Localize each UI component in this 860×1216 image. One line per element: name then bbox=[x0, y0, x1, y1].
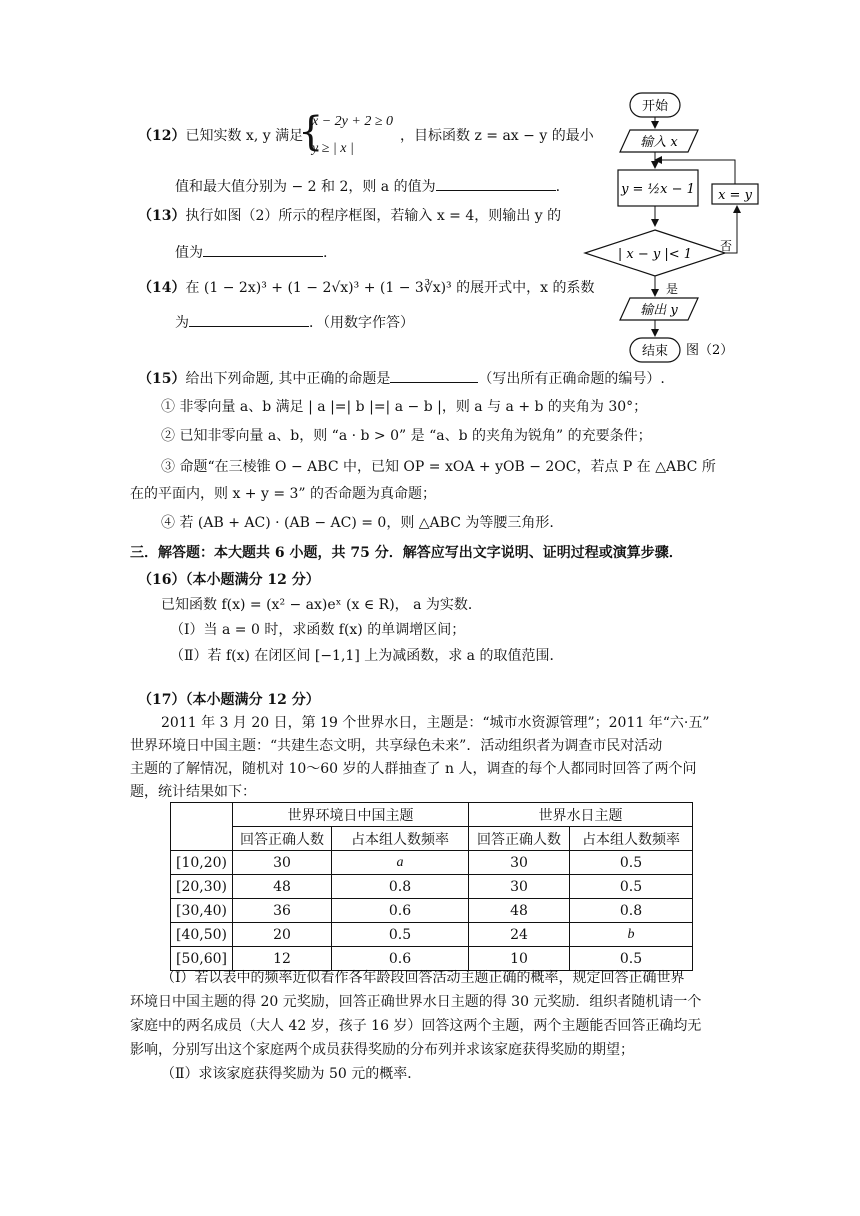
table-cell: 24 bbox=[469, 923, 570, 947]
table-subheader: 占本组人数频率 bbox=[570, 827, 693, 851]
q12-line1 bbox=[138, 126, 303, 146]
q13-answer-blank[interactable] bbox=[203, 242, 323, 257]
table-header-row-2 bbox=[171, 827, 693, 851]
q17-part-1d: 影响，分别写出这个家庭两个成员获得奖励的分布列并求该家庭获得奖励的期望； bbox=[130, 1042, 634, 1058]
flow-assign-x-label: x = y bbox=[718, 188, 752, 203]
q15-answer-blank[interactable] bbox=[390, 368, 478, 383]
table-cell: 36 bbox=[233, 899, 332, 923]
table-cell: a bbox=[332, 851, 469, 875]
table-subheader: 回答正确人数 bbox=[469, 827, 570, 851]
table-corner-cell bbox=[171, 803, 233, 851]
q16-part-2: （Ⅱ）若 f(x) 在闭区间 [−1,1] 上为减函数，求 a 的取值范围． bbox=[170, 648, 564, 664]
table-cell: 0.5 bbox=[570, 947, 693, 971]
q13-line1 bbox=[138, 206, 561, 226]
q17-part-1b: 环境日中国主题的得 20 元奖励，回答正确世界水日主题的得 30 元奖励．组织者随机请一个 bbox=[130, 994, 702, 1010]
flow-input-label: 输入 x bbox=[640, 135, 678, 150]
table-header-row-1 bbox=[171, 803, 693, 827]
q14-line2 bbox=[175, 312, 414, 333]
q15-proposition-3b: 在的平面内，则 x + y = 3” 的否命题为真命题； bbox=[130, 486, 437, 502]
q14-number: （14） bbox=[138, 280, 186, 296]
q15-text: 给出下列命题, 其中正确的命题是 bbox=[185, 371, 391, 387]
q13-line2-end: . bbox=[323, 245, 328, 261]
q14-line2-text: 为 bbox=[175, 315, 189, 331]
flow-no-label: 否 bbox=[720, 239, 733, 253]
q17-intro-3: 主题的了解情况，随机对 10～60 岁的人群抽查了 n 人，调查的每个人都同时回答了两个问 bbox=[130, 761, 697, 777]
table-subheader: 回答正确人数 bbox=[233, 827, 332, 851]
table-cell-age: [40,50) bbox=[171, 923, 233, 947]
q15-proposition-3a: ③ 命题“在三棱锥 O − ABC 中，已知 OP = xOA + yOB − 2OC，若点 P 在 △ABC 所 bbox=[161, 459, 716, 475]
q16-heading: （16）（本小题满分 12 分） bbox=[138, 572, 320, 588]
q12-line2 bbox=[175, 176, 560, 197]
q13-number: （13） bbox=[138, 208, 186, 224]
q12-constraint-1: x − 2y + 2 ≥ 0 bbox=[312, 114, 394, 129]
flow-decision-label: | x − y |< 1 bbox=[617, 247, 693, 262]
q17-intro-1: 2011 年 3 月 20 日，第 19 个世界水日，主题是：“城市水资源管理”；2011 年“六·五” bbox=[161, 715, 710, 731]
table-row bbox=[171, 899, 693, 923]
table-cell: 0.8 bbox=[332, 875, 469, 899]
table-subheader: 占本组人数频率 bbox=[332, 827, 469, 851]
table-cell: 48 bbox=[469, 899, 570, 923]
table-cell: 48 bbox=[233, 875, 332, 899]
flow-assign-y-label: y = ½x − 1 bbox=[621, 182, 695, 197]
table-cell: 0.8 bbox=[570, 899, 693, 923]
q15-proposition-4: ④ 若 (AB + AC) · (AB − AC) = 0，则 △ABC 为等腰三角形. bbox=[161, 515, 554, 531]
table-cell: 0.6 bbox=[332, 899, 469, 923]
q12-tail: ，目标函数 z = ax − y 的最小 bbox=[400, 128, 594, 144]
table-cell: 0.6 bbox=[332, 947, 469, 971]
flow-yes-label: 是 bbox=[666, 282, 679, 296]
table-cell: 0.5 bbox=[570, 851, 693, 875]
table-row bbox=[171, 947, 693, 971]
q13-line2 bbox=[175, 242, 327, 263]
q17-intro-4: 题，统计结果如下： bbox=[130, 784, 256, 800]
q13-line2-text: 值为 bbox=[175, 245, 203, 261]
q15-number: （15） bbox=[138, 371, 186, 387]
flow-start-label: 开始 bbox=[641, 99, 669, 114]
q17-intro-2: 世界环境日中国主题：“共建生态文明，共享绿色未来”．活动组织者为调查市民对活动 bbox=[130, 738, 663, 754]
q15-text-end: （写出所有正确命题的编号）. bbox=[478, 371, 665, 387]
flow-output-label: 输出 y bbox=[640, 303, 678, 318]
flow-end-label: 结束 bbox=[641, 344, 669, 359]
table-group-env-day: 世界环境日中国主题 bbox=[233, 803, 469, 827]
q13-text: 执行如图（2）所示的程序框图，若输入 x = 4，则输出 y 的 bbox=[185, 208, 562, 224]
q14-answer-blank[interactable] bbox=[189, 312, 309, 327]
section-3-heading: 三．解答题：本大题共 6 小题，共 75 分．解答应写出文字说明、证明过程或演算步骤． bbox=[130, 545, 683, 561]
q15-line1 bbox=[138, 368, 665, 389]
q14-line2-end: ．（用数字作答） bbox=[309, 315, 414, 331]
q14-text: 在 (1 − 2x)³ + (1 − 2√x)³ + (1 − 3∛x)³ 的展开式中，x 的系数 bbox=[185, 280, 595, 296]
q17-part-1a: （Ⅰ）若以表中的频率近似看作各年龄段回答活动主题正确的概率，规定回答正确世界 bbox=[161, 970, 685, 986]
table-row bbox=[171, 875, 693, 899]
table-cell: b bbox=[570, 923, 693, 947]
q14-line1 bbox=[138, 278, 594, 298]
q15-proposition-2: ② 已知非零向量 a、b，则 “a · b > 0” 是 “a、b 的夹角为锐角” 的充要条件； bbox=[161, 428, 652, 444]
table-cell: 0.5 bbox=[570, 875, 693, 899]
q12-line2-text: 值和最大值分别为 − 2 和 2，则 a 的值为 bbox=[175, 179, 436, 195]
q17-part-2: （Ⅱ）求该家庭获得奖励为 50 元的概率． bbox=[161, 1066, 422, 1082]
table-cell: 0.5 bbox=[332, 923, 469, 947]
survey-table bbox=[170, 802, 693, 971]
flow-caption: 图（2） bbox=[686, 343, 734, 358]
q12-lead: 已知实数 x, y 满足 bbox=[185, 128, 304, 144]
table-cell: 10 bbox=[469, 947, 570, 971]
table-cell: 30 bbox=[469, 851, 570, 875]
table-row bbox=[171, 923, 693, 947]
q16-part-1: （Ⅰ）当 a = 0 时，求函数 f(x) 的单调增区间； bbox=[170, 622, 466, 638]
flowchart bbox=[580, 88, 770, 366]
table-cell: 30 bbox=[469, 875, 570, 899]
table-cell-age: [30,40) bbox=[171, 899, 233, 923]
q12-constraint-2: y ≥ | x | bbox=[312, 141, 354, 156]
q12-number: （12） bbox=[138, 128, 186, 144]
table-cell: 30 bbox=[233, 851, 332, 875]
q12-answer-blank[interactable] bbox=[436, 176, 556, 191]
table-cell-age: [10,20) bbox=[171, 851, 233, 875]
q17-heading: （17）（本小题满分 12 分） bbox=[138, 692, 320, 708]
q16-statement: 已知函数 f(x) = (x² − ax)eˣ (x ∈ R)， a 为实数． bbox=[161, 597, 482, 613]
table-cell-age: [50,60] bbox=[171, 947, 233, 971]
table-group-water-day: 世界水日主题 bbox=[469, 803, 693, 827]
q17-part-1c: 家庭中的两名成员（大人 42 岁，孩子 16 岁）回答这两个主题，两个主题能否回答正确均无 bbox=[130, 1018, 702, 1034]
q12-brace: { bbox=[298, 109, 324, 155]
table-cell: 12 bbox=[233, 947, 332, 971]
table-cell: 20 bbox=[233, 923, 332, 947]
table-row bbox=[171, 851, 693, 875]
q15-proposition-1: ① 非零向量 a、b 满足 | a |=| b |=| a − b |，则 a 与 a + b 的夹角为 30°； bbox=[161, 399, 648, 415]
table-cell-age: [20,30) bbox=[171, 875, 233, 899]
q12-line2-end: . bbox=[555, 179, 561, 195]
